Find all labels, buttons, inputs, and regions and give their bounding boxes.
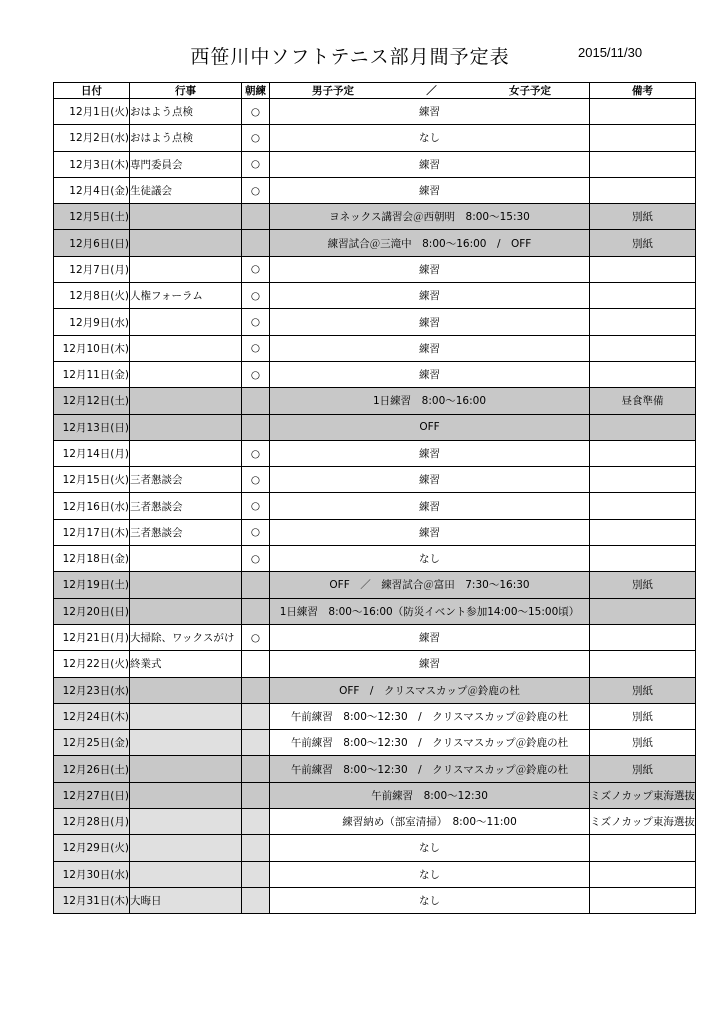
- row-event: 終業式: [130, 651, 242, 677]
- row-note: [590, 414, 696, 440]
- row-event: 大晦日: [130, 887, 242, 913]
- row-morning-practice: [242, 809, 270, 835]
- schedule-table: [53, 82, 696, 914]
- row-note: [590, 467, 696, 493]
- row-date: 12月13日(日): [54, 414, 130, 440]
- row-plan: 練習: [270, 99, 590, 125]
- row-note: 別紙: [590, 677, 696, 703]
- row-plan: 練習: [270, 283, 590, 309]
- row-morning-practice: [242, 598, 270, 624]
- table-row: [54, 835, 696, 861]
- row-date: 12月6日(日): [54, 230, 130, 256]
- table-row: [54, 519, 696, 545]
- row-morning-practice: ○: [242, 624, 270, 650]
- row-date: 12月16日(水): [54, 493, 130, 519]
- row-date: 12月23日(水): [54, 677, 130, 703]
- row-date: 12月21日(月): [54, 624, 130, 650]
- row-date: 12月17日(木): [54, 519, 130, 545]
- row-event: [130, 388, 242, 414]
- row-date: 12月11日(金): [54, 361, 130, 387]
- row-morning-practice: [242, 677, 270, 703]
- table-row: [54, 467, 696, 493]
- header-morning: 朝練: [242, 83, 270, 99]
- row-note: [590, 598, 696, 624]
- row-note: [590, 125, 696, 151]
- header-boys: 男子予定: [312, 85, 354, 97]
- row-note: [590, 546, 696, 572]
- row-plan: OFF ／ 練習試合＠富田 7:30～16:30: [270, 572, 590, 598]
- row-plan: OFF / クリスマスカップ＠鈴鹿の杜: [270, 677, 590, 703]
- table-row: [54, 782, 696, 808]
- row-plan: 練習: [270, 151, 590, 177]
- row-date: 12月4日(金): [54, 177, 130, 203]
- header-date: 日付: [54, 83, 130, 99]
- row-plan: 練習: [270, 440, 590, 466]
- row-note: [590, 651, 696, 677]
- row-plan: なし: [270, 887, 590, 913]
- header-note: 備考: [590, 83, 696, 99]
- row-note: 昼食準備: [590, 388, 696, 414]
- row-event: [130, 335, 242, 361]
- table-row: [54, 651, 696, 677]
- row-plan: 午前練習 8:00～12:30 / クリスマスカップ＠鈴鹿の杜: [270, 730, 590, 756]
- row-note: [590, 835, 696, 861]
- row-note: 別紙: [590, 730, 696, 756]
- row-plan: 午前練習 8:00～12:30 / クリスマスカップ＠鈴鹿の杜: [270, 756, 590, 782]
- row-morning-practice: ○: [242, 283, 270, 309]
- row-date: 12月22日(火): [54, 651, 130, 677]
- row-event: [130, 546, 242, 572]
- row-plan: 練習: [270, 335, 590, 361]
- table-row: [54, 703, 696, 729]
- row-morning-practice: ○: [242, 361, 270, 387]
- row-event: [130, 861, 242, 887]
- row-plan: 練習: [270, 309, 590, 335]
- row-morning-practice: [242, 756, 270, 782]
- row-date: 12月28日(月): [54, 809, 130, 835]
- row-event: [130, 256, 242, 282]
- row-date: 12月14日(月): [54, 440, 130, 466]
- row-plan: 午前練習 8:00～12:30 / クリスマスカップ＠鈴鹿の杜: [270, 703, 590, 729]
- row-plan: 1日練習 8:00～16:00: [270, 388, 590, 414]
- row-morning-practice: ○: [242, 335, 270, 361]
- row-plan: 練習: [270, 493, 590, 519]
- row-note: [590, 493, 696, 519]
- table-row: [54, 756, 696, 782]
- row-plan: 練習: [270, 519, 590, 545]
- row-date: 12月20日(日): [54, 598, 130, 624]
- row-date: 12月10日(木): [54, 335, 130, 361]
- table-row: [54, 414, 696, 440]
- table-row: [54, 809, 696, 835]
- row-date: 12月9日(水): [54, 309, 130, 335]
- row-date: 12月18日(金): [54, 546, 130, 572]
- table-row: [54, 624, 696, 650]
- row-date: 12月31日(木): [54, 887, 130, 913]
- table-row: [54, 598, 696, 624]
- row-event: [130, 756, 242, 782]
- table-row: [54, 677, 696, 703]
- row-note: [590, 887, 696, 913]
- row-note: [590, 624, 696, 650]
- row-note: [590, 861, 696, 887]
- row-event: 三者懇談会: [130, 519, 242, 545]
- row-morning-practice: [242, 861, 270, 887]
- table-row: [54, 204, 696, 230]
- header-girls: 女子予定: [509, 85, 551, 97]
- table-row: [54, 546, 696, 572]
- row-morning-practice: [242, 414, 270, 440]
- row-note: 別紙: [590, 756, 696, 782]
- row-event: [130, 703, 242, 729]
- row-morning-practice: [242, 887, 270, 913]
- row-plan: 練習: [270, 651, 590, 677]
- row-note: [590, 151, 696, 177]
- row-plan: なし: [270, 835, 590, 861]
- table-row: [54, 861, 696, 887]
- row-event: [130, 204, 242, 230]
- row-date: 12月29日(火): [54, 835, 130, 861]
- row-event: 生徒議会: [130, 177, 242, 203]
- header-row: [54, 83, 696, 99]
- row-event: [130, 414, 242, 440]
- row-event: [130, 730, 242, 756]
- row-date: 12月15日(火): [54, 467, 130, 493]
- table-row: [54, 335, 696, 361]
- table-row: [54, 361, 696, 387]
- header-event: 行事: [130, 83, 242, 99]
- table-row: [54, 177, 696, 203]
- row-note: [590, 335, 696, 361]
- row-note: [590, 440, 696, 466]
- row-morning-practice: [242, 730, 270, 756]
- row-morning-practice: ○: [242, 467, 270, 493]
- row-plan: 練習試合＠三滝中 8:00～16:00 / OFF: [270, 230, 590, 256]
- table-row: [54, 309, 696, 335]
- row-morning-practice: ○: [242, 256, 270, 282]
- header-plan: [270, 83, 590, 99]
- row-note: [590, 361, 696, 387]
- row-plan: 練習納め（部室清掃） 8:00～11:00: [270, 809, 590, 835]
- row-plan: なし: [270, 125, 590, 151]
- row-plan: 練習: [270, 256, 590, 282]
- row-note: ミズノカップ東海選抜: [590, 809, 696, 835]
- row-morning-practice: ○: [242, 519, 270, 545]
- row-note: [590, 283, 696, 309]
- row-event: 専門委員会: [130, 151, 242, 177]
- table-row: [54, 572, 696, 598]
- row-morning-practice: ○: [242, 177, 270, 203]
- row-note: [590, 519, 696, 545]
- row-plan: 練習: [270, 361, 590, 387]
- table-row: [54, 151, 696, 177]
- row-note: ミズノカップ東海選抜: [590, 782, 696, 808]
- row-event: [130, 782, 242, 808]
- table-row: [54, 256, 696, 282]
- row-morning-practice: ○: [242, 546, 270, 572]
- row-note: 別紙: [590, 572, 696, 598]
- row-morning-practice: [242, 230, 270, 256]
- row-morning-practice: ○: [242, 309, 270, 335]
- row-event: [130, 677, 242, 703]
- row-plan: 1日練習 8:00～16:00（防災イベント参加14:00～15:00頃）: [270, 598, 590, 624]
- row-plan: なし: [270, 546, 590, 572]
- row-morning-practice: ○: [242, 440, 270, 466]
- row-date: 12月2日(水): [54, 125, 130, 151]
- row-plan: OFF: [270, 414, 590, 440]
- row-date: 12月8日(火): [54, 283, 130, 309]
- row-note: [590, 309, 696, 335]
- row-morning-practice: ○: [242, 151, 270, 177]
- row-plan: 午前練習 8:00～12:30: [270, 782, 590, 808]
- issue-date: 2015/11/30: [578, 45, 643, 60]
- row-event: [130, 230, 242, 256]
- row-morning-practice: ○: [242, 493, 270, 519]
- table-row: [54, 493, 696, 519]
- row-morning-practice: [242, 782, 270, 808]
- row-event: 三者懇談会: [130, 467, 242, 493]
- row-date: 12月7日(月): [54, 256, 130, 282]
- row-date: 12月24日(木): [54, 703, 130, 729]
- row-event: [130, 835, 242, 861]
- row-date: 12月27日(日): [54, 782, 130, 808]
- row-morning-practice: [242, 703, 270, 729]
- row-morning-practice: [242, 204, 270, 230]
- row-date: 12月1日(火): [54, 99, 130, 125]
- row-event: おはよう点検: [130, 99, 242, 125]
- row-event: [130, 309, 242, 335]
- row-event: 三者懇談会: [130, 493, 242, 519]
- row-date: 12月3日(木): [54, 151, 130, 177]
- table-row: [54, 99, 696, 125]
- table-row: [54, 730, 696, 756]
- row-date: 12月19日(土): [54, 572, 130, 598]
- row-event: [130, 361, 242, 387]
- row-note: 別紙: [590, 230, 696, 256]
- table-row: [54, 125, 696, 151]
- row-plan: 練習: [270, 624, 590, 650]
- row-plan: なし: [270, 861, 590, 887]
- row-event: 人権フォーラム: [130, 283, 242, 309]
- row-plan: ヨネックス講習会＠西朝明 8:00～15:30: [270, 204, 590, 230]
- row-morning-practice: ○: [242, 125, 270, 151]
- page-title: 西笹川中ソフトテニス部月間予定表: [190, 46, 510, 68]
- row-event: 大掃除、ワックスがけ: [130, 624, 242, 650]
- row-note: [590, 256, 696, 282]
- row-date: 12月30日(水): [54, 861, 130, 887]
- row-note: 別紙: [590, 204, 696, 230]
- table-row: [54, 283, 696, 309]
- row-date: 12月12日(土): [54, 388, 130, 414]
- row-plan: 練習: [270, 177, 590, 203]
- row-morning-practice: ○: [242, 99, 270, 125]
- row-date: 12月25日(金): [54, 730, 130, 756]
- row-note: 別紙: [590, 703, 696, 729]
- header-slash: ／: [426, 85, 437, 97]
- row-morning-practice: [242, 572, 270, 598]
- table-row: [54, 440, 696, 466]
- row-plan: 練習: [270, 467, 590, 493]
- row-date: 12月26日(土): [54, 756, 130, 782]
- row-event: [130, 572, 242, 598]
- row-note: [590, 99, 696, 125]
- row-morning-practice: [242, 835, 270, 861]
- table-row: [54, 887, 696, 913]
- row-event: [130, 440, 242, 466]
- table-row: [54, 388, 696, 414]
- row-event: [130, 598, 242, 624]
- row-note: [590, 177, 696, 203]
- row-event: おはよう点検: [130, 125, 242, 151]
- row-event: [130, 809, 242, 835]
- row-morning-practice: [242, 651, 270, 677]
- row-morning-practice: [242, 388, 270, 414]
- table-row: [54, 230, 696, 256]
- row-date: 12月5日(土): [54, 204, 130, 230]
